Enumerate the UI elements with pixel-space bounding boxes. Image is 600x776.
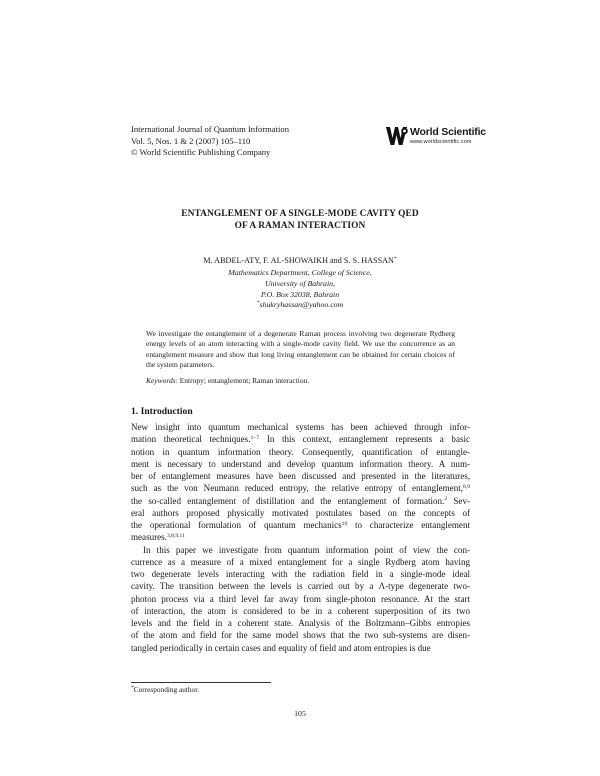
- paragraph-1: [131, 421, 470, 544]
- title-line-1: ENTANGLEMENT OF A SINGLE-MODE CAVITY QED: [181, 209, 419, 219]
- text-line: [131, 544, 470, 556]
- line-text: eral authors proposed physically motivated postulates based on the concepts of: [131, 507, 470, 518]
- citation-ref: 10: [341, 520, 348, 527]
- text-line: [131, 580, 470, 592]
- line-text: cavity. The transition between the levels is carried out by a Λ-type degenerate two-: [131, 581, 470, 592]
- affiliation-line-1: Mathematics Department, College of Science,: [228, 268, 372, 277]
- line-text-cont: to characterize entanglement: [347, 520, 470, 530]
- text-line: [131, 642, 470, 654]
- text-line: [131, 556, 470, 568]
- text-line: [131, 568, 470, 580]
- text-line: [131, 421, 470, 433]
- publisher-logo: [385, 124, 495, 152]
- author-list: [100, 256, 500, 265]
- email[interactable]: shukryhassan@yahoo.com: [259, 300, 344, 310]
- line-text: measures.: [131, 532, 167, 543]
- text-line: [131, 470, 470, 482]
- keywords: [146, 376, 455, 385]
- footnote-rule: [131, 682, 271, 683]
- text-line: [131, 433, 470, 445]
- line-text: New insight into quantum mechanical systems has been achieved through infor-: [131, 422, 470, 432]
- footnote-mark: *: [131, 684, 134, 691]
- line-text-cont: Sev-: [447, 495, 470, 506]
- citation-ref: 8,9: [463, 483, 470, 490]
- text-line: [131, 593, 470, 605]
- citation-ref: 3,8,9,11: [166, 532, 185, 539]
- line-text: photon process via a third level far away from single-photon resonance. At the start: [131, 593, 470, 604]
- line-text: ber of entanglement measures have been discussed and presented in the literatures,: [131, 471, 470, 481]
- publisher-brand: World Scientific: [410, 126, 486, 138]
- affiliation-line-2: University of Bahrain,: [265, 278, 335, 288]
- text-line: [131, 519, 470, 531]
- line-text: mation theoretical techniques.: [131, 434, 251, 445]
- authors-text: M. ABDEL-ATY, F. AL-SHOWAIKH and S. S. HASSAN: [203, 256, 394, 265]
- email-line: [100, 300, 500, 311]
- text-line: [131, 617, 470, 629]
- world-scientific-logo-icon: [385, 124, 409, 148]
- text-line: [131, 629, 470, 641]
- line-text: tangled periodically in certain cases and equality of field and atom entropies is due: [131, 642, 431, 653]
- journal-header: [131, 124, 289, 159]
- line-text: the so-called entanglement of distillation and the entanglement of formation.: [131, 495, 445, 506]
- line-text: currence as a measure of a mixed entanglement for a single Rydberg atom having: [131, 556, 470, 567]
- paragraph-2: [131, 544, 470, 654]
- line-text: levels and the field in a coherent state. Analysis of the Boltzmann–Gibbs entropies: [131, 618, 470, 628]
- text-line: [131, 482, 470, 494]
- abstract-text: We investigate the entanglement of a degenerate Raman process involving two degenerate Rydberg energy levels of an atom interacting with a single-mode cavity field. We use the concurrence as an entanglement measure and show that long living entanglement can be obtained for certain choices of the system parameters.: [146, 329, 455, 370]
- line-text: In this paper we investigate from quantum information point of view the con-: [143, 544, 470, 555]
- author-mark: *: [393, 255, 397, 262]
- line-text: ment is necessary to understand and develop quantum information theory. A num-: [131, 458, 470, 469]
- affiliation-line-3: P.O. Box 32038, Bahrain: [260, 289, 340, 299]
- line-text: such as the von Neumann reduced entropy, the relative entropy of entanglement,: [131, 483, 463, 494]
- section-heading: 1. Introduction: [131, 406, 193, 417]
- footnote-text: Corresponding author.: [133, 685, 200, 694]
- email-mark: *: [256, 300, 260, 306]
- title-line-2: OF A RAMAN INTERACTION: [234, 221, 366, 232]
- text-line: [131, 507, 470, 519]
- keywords-text: : Entropy; entanglement; Raman interaction.: [175, 376, 310, 385]
- publisher-url: www.worldscientific.com: [410, 139, 472, 145]
- keywords-label: Keywords: [146, 376, 176, 385]
- line-text: the operational formulation of quantum mechanics: [131, 520, 342, 530]
- line-text: notion in quantum information theory. Consequently, quantification of entangle-: [131, 446, 470, 457]
- text-line: [131, 495, 470, 507]
- journal-volume: Vol. 5, Nos. 1 & 2 (2007) 105–110: [131, 135, 251, 146]
- journal-copyright: © World Scientific Publishing Company: [131, 147, 271, 158]
- journal-name: International Journal of Quantum Information: [131, 124, 289, 134]
- text-line: [131, 605, 470, 617]
- paper-title: [100, 208, 500, 233]
- line-text: of the atom and field for the same model shows that the two sub-systems are disen-: [131, 630, 470, 641]
- citation-ref: 2: [444, 496, 448, 503]
- text-line: [131, 446, 470, 458]
- line-text: of interaction, the atom is considered to be in a coherent superposition of its two: [131, 605, 470, 616]
- text-line: [131, 531, 470, 543]
- line-text: two degenerate levels interacting with the radiation field in a single-mode ideal: [131, 569, 470, 579]
- citation-ref: 1−7: [250, 434, 260, 441]
- line-text-cont: In this context, entanglement represents a basic: [259, 434, 471, 445]
- text-line: [131, 458, 470, 470]
- footnote: [131, 685, 199, 694]
- affiliation: [100, 268, 500, 311]
- page-number: 105: [294, 709, 306, 718]
- abstract: [146, 329, 455, 371]
